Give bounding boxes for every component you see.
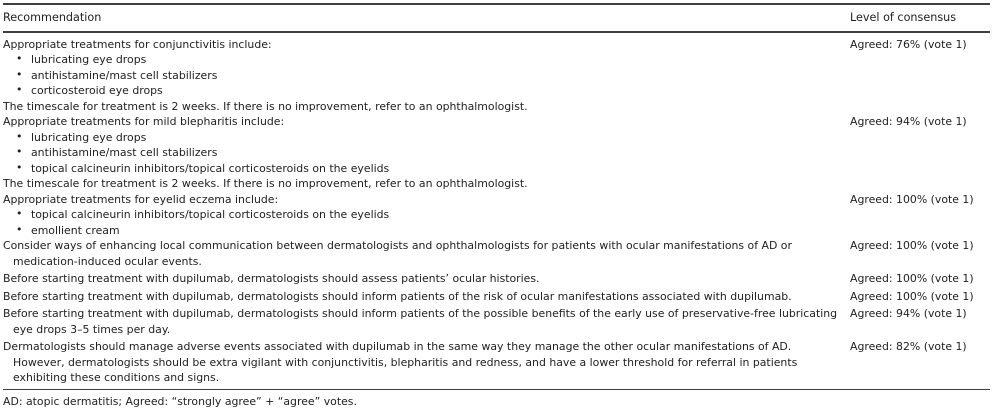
consensus-value: Agreed: 100% (vote 1) (850, 289, 974, 303)
table-row (3, 271, 990, 287)
bullet-text: antihistamine/mast cell stabilizers (31, 68, 218, 82)
table-body (3, 33, 990, 390)
bullet-icon: • (16, 83, 23, 96)
bullet-item (3, 145, 842, 161)
bullet-icon: • (16, 222, 23, 236)
row-lead-text: Before starting treatment with dupilumab, dermatologists should inform patients of the risk of ocular manifestations associated with dupilumab. (3, 289, 792, 303)
bullet-text: emollient cream (31, 223, 120, 237)
bullet-text: corticosteroid eye drops (31, 84, 163, 97)
bullet-icon: • (16, 160, 23, 174)
consensus-value: Agreed: 94% (vote 1) (850, 307, 967, 320)
row-lead-text: Before starting treatment with dupilumab, dermatologists should assess patients’ ocular histories. (3, 272, 540, 285)
table-row (3, 238, 990, 269)
table-header (3, 5, 990, 33)
row-lead-text: Before starting treatment with dupilumab, dermatologists should inform patients of the possible benefits of the early use of preservative-free lubricating eye drops 3–5 times per day. (3, 307, 838, 336)
table-row (3, 289, 990, 305)
bullet-icon: • (16, 145, 23, 158)
bullet-item (3, 52, 842, 68)
row-lead-text: Appropriate treatments for conjunctivitis include: (3, 37, 272, 51)
consensus-value: Agreed: 100% (vote 1) (850, 192, 974, 206)
bullet-text: lubricating eye drops (31, 130, 147, 144)
bullet-item (3, 223, 842, 239)
header-recommendation: Recommendation (3, 11, 102, 24)
bullet-icon: • (16, 207, 23, 220)
consensus-value: Agreed: 82% (vote 1) (850, 340, 967, 353)
bullet-icon: • (16, 52, 23, 65)
row-lead-text: Appropriate treatments for mild blepharitis include: (3, 115, 285, 128)
bullet-text: antihistamine/mast cell stabilizers (31, 146, 218, 159)
bullet-text: topical calcineurin inhibitors/topical corticosteroids on the eyelids (31, 161, 390, 175)
table-row (3, 339, 990, 386)
bullet-item (3, 68, 842, 84)
recommendations-table (3, 3, 990, 390)
table-row (3, 114, 990, 192)
bullet-icon: • (16, 129, 23, 143)
consensus-value: Agreed: 94% (vote 1) (850, 115, 967, 128)
consensus-value: Agreed: 100% (vote 1) (850, 272, 974, 285)
bullet-icon: • (16, 67, 23, 81)
bullet-item (3, 130, 842, 146)
row-lead-text: Consider ways of enhancing local communication between dermatologists and ophthalmologists for patients with ocular manifestations of AD or medication-induced ocular events. (3, 239, 792, 268)
row-tail-text: The timescale for treatment is 2 weeks. If there is no improvement, refer to an ophthalmologist. (3, 177, 528, 190)
bullet-text: lubricating eye drops (31, 53, 147, 66)
table-row (3, 306, 990, 337)
bullet-text: topical calcineurin inhibitors/topical corticosteroids on the eyelids (31, 208, 390, 221)
header-consensus: Level of consensus (850, 11, 957, 24)
row-tail-text: The timescale for treatment is 2 weeks. If there is no improvement, refer to an ophthalmologist. (3, 99, 528, 113)
consensus-value: Agreed: 76% (vote 1) (850, 37, 967, 51)
row-lead-text: Appropriate treatments for eyelid eczema include: (3, 192, 279, 206)
table-footnote: AD: atopic dermatitis; Agreed: “strongly agree” + “agree” votes. (3, 394, 357, 408)
bullet-item (3, 161, 842, 177)
table-row (3, 192, 990, 239)
row-lead-text: Dermatologists should manage adverse events associated with dupilumab in the same way they manage the other ocular manifestations of AD. However, dermatologists should be extra vigilant with conjunctivitis, blepharitis and redness, and have a lower threshold for referral in patients exhibiting these conditions and signs. (3, 340, 798, 384)
table-row (3, 37, 990, 115)
consensus-value: Agreed: 100% (vote 1) (850, 239, 974, 252)
bullet-item (3, 83, 842, 99)
bullet-item (3, 207, 842, 223)
